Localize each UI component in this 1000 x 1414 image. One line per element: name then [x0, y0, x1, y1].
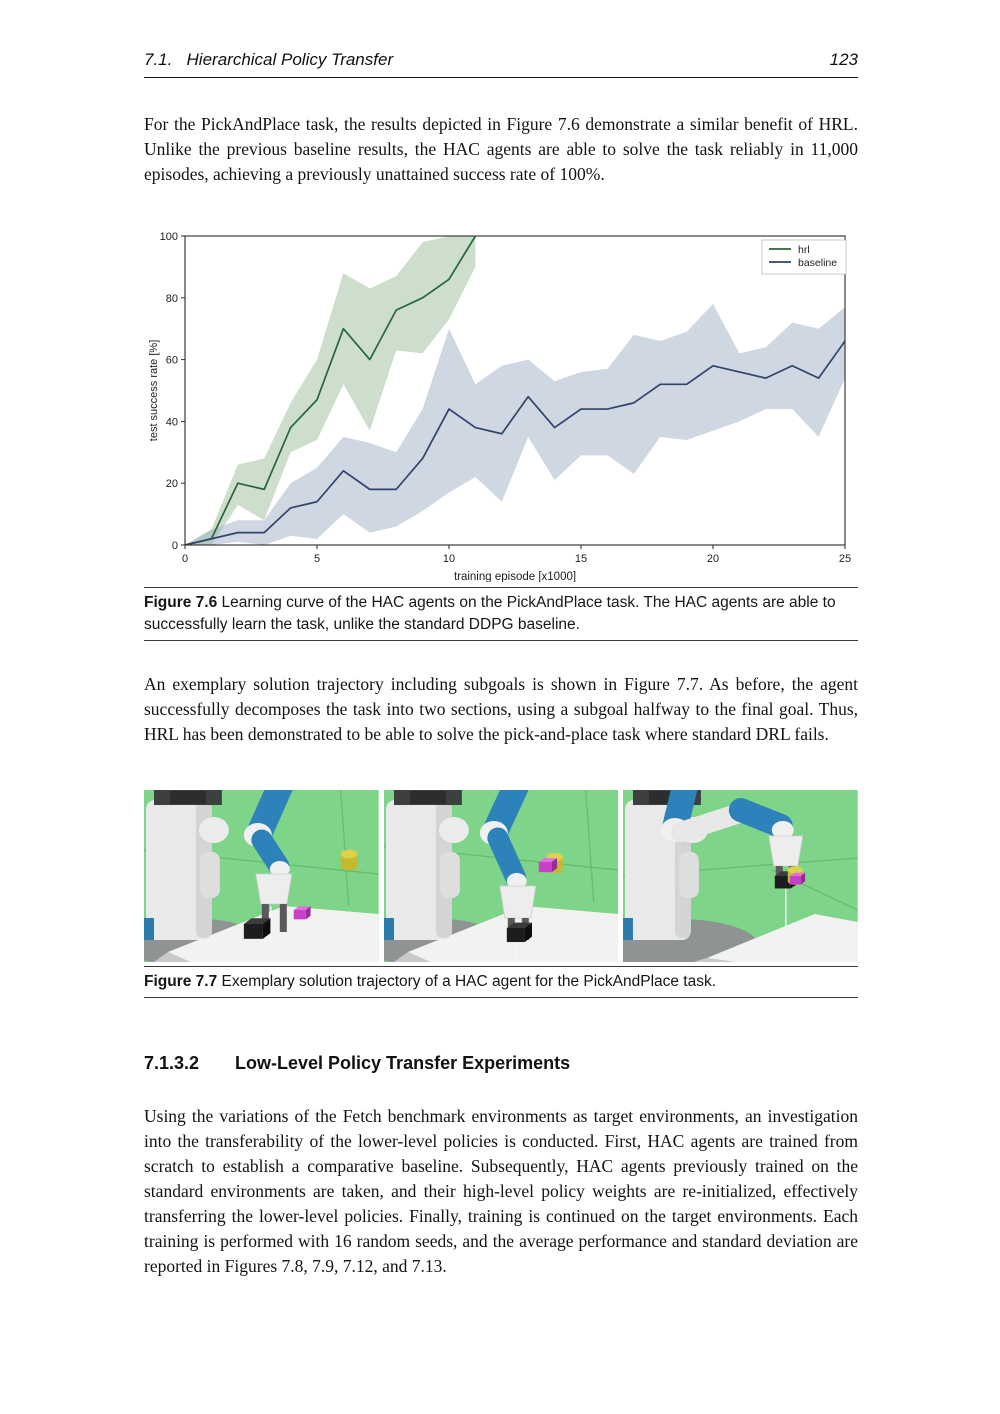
subsection-heading — [144, 1053, 858, 1074]
svg-text:0: 0 — [171, 540, 178, 552]
caption-rule-bottom-7-7 — [144, 997, 858, 998]
paragraph-3: Using the variations of the Fetch benchmark environments as target environments, an investigation into the transferability of the lower-level policies is conducted. First, HAC agents are trained from scratch to establish a comparative baseline. Subsequently, HAC agents previously trained on the standard environments are taken, and their high-level policy weights are re-initialized, effectively transferring the lower-level policies. Finally, training is continued on the target environments. Each training is performed with 16 random seeds, and the average performance and standard deviation are reported in Figures 7.8, 7.9, 7.12, and 7.13. — [144, 1106, 858, 1276]
svg-text:100: 100 — [159, 231, 178, 243]
figure-7-7-caption-text: Exemplary solution trajectory of a HAC agent for the PickAndPlace task. — [221, 973, 717, 990]
caption-rule-bottom-7-6 — [144, 640, 858, 641]
figure-7-7-panels — [144, 790, 858, 962]
section-number: 7.1. — [144, 50, 173, 69]
figure-7-6-caption-text: Learning curve of the HAC agents on the PickAndPlace task. The HAC agents are able to successfully learn the task, unlike the standard DDPG baseline. — [144, 594, 836, 633]
svg-text:60: 60 — [165, 354, 178, 367]
svg-text:80: 80 — [165, 292, 178, 305]
robot-frame-1 — [144, 790, 379, 962]
svg-text:5: 5 — [313, 553, 321, 565]
svg-text:25: 25 — [838, 553, 852, 565]
running-header — [144, 50, 858, 70]
paragraph-2: An exemplary solution trajectory including subgoals is shown in Figure 7.7. As before, the agent successfully decomposes the task into two sections, using a subgoal halfway to the final goal. Thus, HRL has been demonstrated to be able to solve the pick-and-place task where standard DRL fails. — [144, 674, 858, 744]
page-number: 123 — [829, 50, 858, 69]
figure-7-6-caption — [144, 592, 858, 635]
svg-text:training episode [x1000]: training episode [x1000] — [453, 571, 577, 582]
robot-frame-3 — [623, 790, 858, 962]
section-title: Hierarchical Policy Transfer — [186, 50, 394, 69]
svg-text:baseline: baseline — [798, 257, 838, 269]
caption-rule-top-7-6 — [144, 587, 858, 588]
subsection-title: Low-Level Policy Transfer Experiments — [235, 1053, 571, 1073]
header-rule — [144, 77, 858, 78]
paragraph-1: For the PickAndPlace task, the results depicted in Figure 7.6 demonstrate a similar benefit of HRL. Unlike the previous baseline results, the HAC agents are able to solve the task reliably in 11,000 episodes, achieving a previously unattained success rate of 100%. — [144, 114, 858, 184]
subsection-number: 7.1.3.2 — [144, 1053, 200, 1073]
svg-text:0: 0 — [181, 553, 189, 565]
robot-frame-2 — [384, 790, 619, 962]
svg-text:20: 20 — [706, 553, 720, 565]
svg-text:20: 20 — [165, 478, 178, 491]
svg-text:10: 10 — [442, 553, 456, 565]
figure-7-6-chart — [146, 230, 858, 582]
figure-7-7-caption — [144, 971, 858, 993]
figure-7-6-label: Figure 7.6 — [144, 594, 218, 611]
figure-7-7-label: Figure 7.7 — [144, 973, 218, 990]
svg-text:15: 15 — [574, 553, 588, 565]
learning-curve-chart — [146, 230, 858, 582]
caption-rule-top-7-7 — [144, 966, 858, 967]
svg-text:40: 40 — [165, 416, 178, 429]
svg-text:test success rate [%]: test success rate [%] — [148, 339, 160, 442]
running-header-title — [144, 50, 393, 70]
svg-text:hrl: hrl — [798, 244, 810, 256]
